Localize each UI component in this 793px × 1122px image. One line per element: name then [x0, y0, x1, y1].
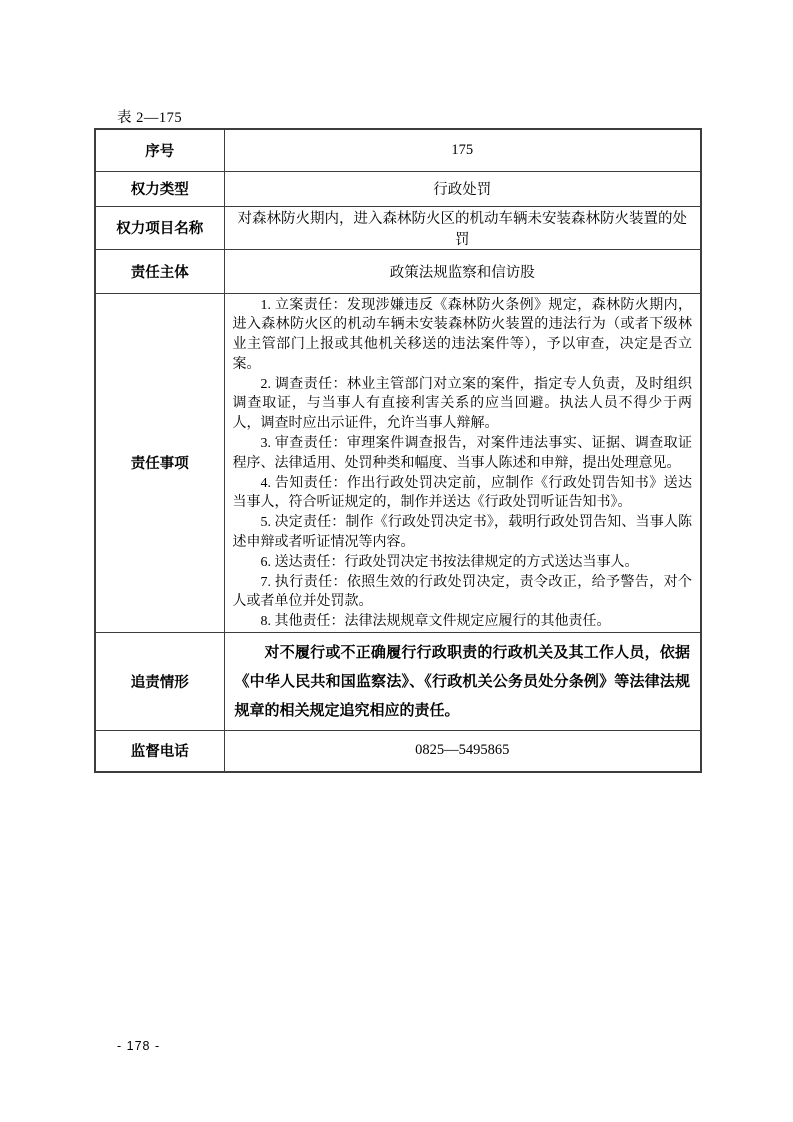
duty-item-2: 2. 调查责任：林业主管部门对立案的案件，指定专人负责，及时组织调查取证，与当事人有直接利害关系的应当回避。执法人员不得少于两人，调查时应出示证件，允许当事人辩解。 [232, 376, 692, 432]
row-value-responsibility-items [224, 293, 701, 633]
row-label-accountability: 追责情形 [95, 633, 224, 731]
duty-item-4: 4. 告知责任：作出行政处罚决定前，应制作《行政处罚告知书》送达当事人，符合听证规定的，制作并送达《行政处罚听证告知书》。 [232, 475, 692, 511]
table-row-supervision-phone [95, 731, 701, 772]
table-caption: 表 2—175 [117, 110, 183, 126]
page-number: - 178 - [117, 1039, 161, 1053]
row-label-responsible-body: 责任主体 [95, 249, 224, 293]
table-row-accountability [95, 633, 701, 731]
table-row-serial-number [95, 129, 701, 171]
table-row-power-item-name [95, 206, 701, 249]
duty-item-1: 1. 立案责任：发现涉嫌违反《森林防火条例》规定，森林防火期内，进入森林防火区的机动车辆未安装森林防火装置的违法行为（或者下级林业主管部门上报或其他机关移送的违法案件等），予以审查，决定是否立案。 [232, 297, 692, 372]
row-value-supervision-phone: 0825—5495865 [224, 731, 701, 772]
duty-table [94, 128, 702, 773]
row-value-serial-number: 175 [224, 129, 701, 171]
row-label-power-item-name: 权力项目名称 [95, 206, 224, 249]
row-value-power-item-name: 对森林防火期内，进入森林防火区的机动车辆未安装森林防火装置的处罚 [224, 206, 701, 249]
duty-item-5: 5. 决定责任：制作《行政处罚决定书》，载明行政处罚告知、当事人陈述申辩或者听证情况等内容。 [232, 515, 692, 551]
duty-item-3: 3. 审查责任：审理案件调查报告，对案件违法事实、证据、调查取证程序、法律适用、处罚种类和幅度、当事人陈述和申辩，提出处理意见。 [232, 436, 692, 471]
table-row-power-type [95, 171, 701, 206]
row-label-responsibility-items: 责任事项 [95, 293, 224, 633]
duty-item-8: 8. 其他责任：法律法规规章文件规定应履行的其他责任。 [260, 614, 611, 630]
row-label-supervision-phone: 监督电话 [95, 731, 224, 772]
duty-item-7: 7. 执行责任：依照生效的行政处罚决定，责令改正，给予警告，对个人或者单位并处罚款。 [232, 574, 692, 610]
table-row-responsibility-items [95, 293, 701, 633]
table-row-responsible-body [95, 249, 701, 293]
duty-item-6: 6. 送达责任：行政处罚决定书按法律规定的方式送达当事人。 [260, 554, 639, 570]
row-label-power-type: 权力类型 [95, 171, 224, 206]
row-value-accountability: 对不履行或不正确履行行政职责的行政机关及其工作人员，依据《中华人民共和国监察法》、《行政机关公务员处分条例》等法律法规规章的相关规定追究相应的责任。 [224, 633, 701, 731]
row-label-serial-number: 序号 [95, 129, 224, 171]
row-value-responsible-body: 政策法规监察和信访股 [224, 249, 701, 293]
row-value-power-type: 行政处罚 [224, 171, 701, 206]
